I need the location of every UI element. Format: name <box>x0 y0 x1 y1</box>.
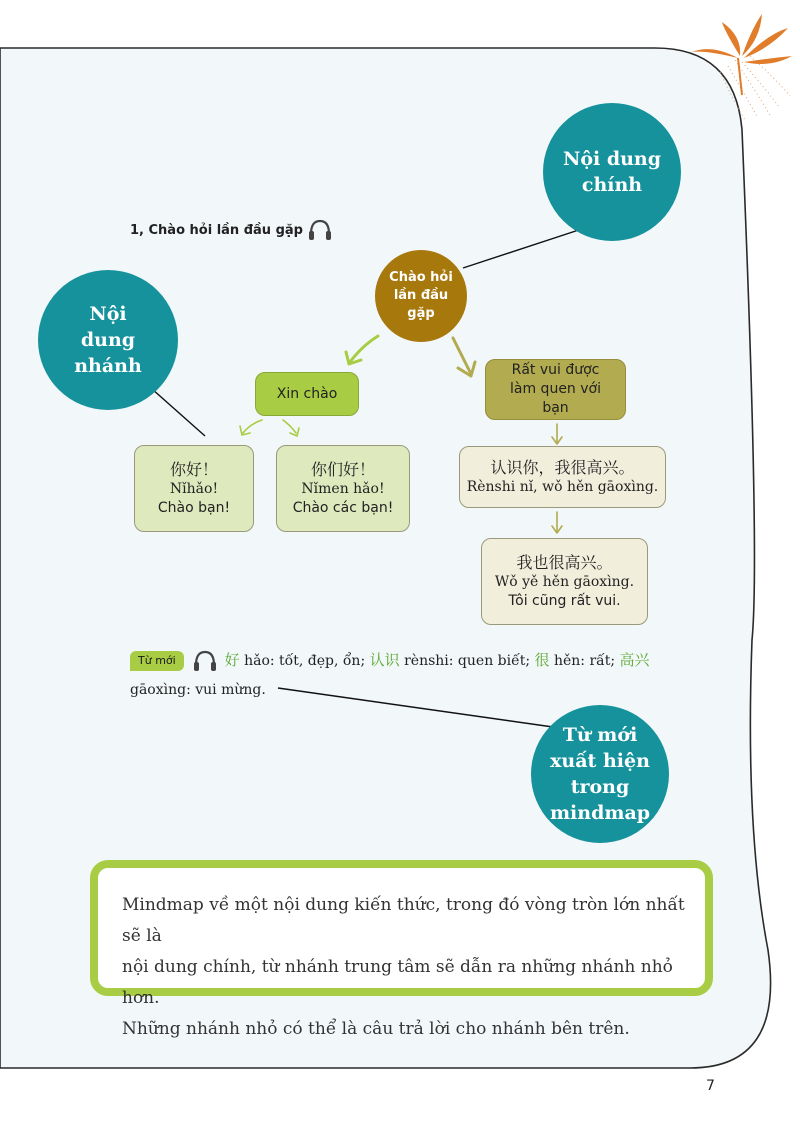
vocab-text-1: rènshi: quen biết; <box>399 653 535 669</box>
woye-hanzi: 我也很高兴。 <box>516 552 613 572</box>
branch-content-label: Nội dung nhánh <box>38 270 178 410</box>
mindmap-center-node: Chào hỏi lần đầu gặp <box>375 250 467 342</box>
section-heading-text: 1, Chào hỏi lần đầu gặp <box>130 222 303 238</box>
page-number: 7 <box>706 1078 715 1094</box>
vocab-tag: Từ mới <box>130 651 184 671</box>
note-text <box>122 890 702 1045</box>
vocab-hanzi-1: 认识 <box>369 651 400 669</box>
new-words-label: Từ mới xuất hiện trong mindmap <box>531 705 669 843</box>
main-content-label: Nội dung chính <box>543 103 681 241</box>
note-line-1: Mindmap về một nội dung kiến thức, trong đó vòng tròn lớn nhất sẽ là <box>122 895 685 946</box>
woye-meaning: Tôi cũng rất vui. <box>508 593 621 610</box>
note-box <box>90 860 713 1039</box>
vocab-hanzi-2: 很 <box>534 651 550 669</box>
renshi-pinyin: Rènshi nǐ, wǒ hěn gāoxìng. <box>466 479 659 496</box>
note-line-3: Những nhánh nhỏ có thể là câu trả lời cho nhánh bên trên. <box>122 1019 630 1039</box>
box-renshi <box>459 446 666 508</box>
nimen-hanzi: 你们好！ <box>310 459 375 479</box>
nimen-pinyin: Nǐmen hǎo! <box>301 481 385 498</box>
box-nimen <box>276 445 410 532</box>
vocab-line2: gāoxìng: vui mừng. <box>130 682 266 698</box>
vocab-headphones-icon[interactable] <box>192 649 218 673</box>
vocab-section <box>130 646 690 705</box>
vocab-hanzi-0: 好 <box>224 651 240 669</box>
vocab-text-0: hǎo: tốt, đẹp, ổn; <box>239 653 370 669</box>
box-woye <box>481 538 648 625</box>
box-nihao <box>134 445 254 532</box>
nimen-meaning: Chào các bạn! <box>292 500 394 517</box>
renshi-hanzi: 认识你，我很高兴。 <box>490 457 635 477</box>
branch-rat-vui: Rất vui được làm quen với bạn <box>485 359 626 420</box>
note-line-2: nội dung chính, từ nhánh trung tâm sẽ dẫn ra những nhánh nhỏ hơn. <box>122 957 673 1008</box>
headphones-icon[interactable] <box>307 218 333 242</box>
vocab-text-2: hěn: rất; <box>549 653 620 669</box>
section-heading <box>130 218 333 242</box>
branch-xin-chao: Xin chào <box>255 372 359 416</box>
nihao-pinyin: Nǐhǎo! <box>169 481 219 498</box>
woye-pinyin: Wǒ yě hěn gāoxìng. <box>494 574 635 591</box>
nihao-meaning: Chào bạn! <box>157 500 231 517</box>
nihao-hanzi: 你好！ <box>169 459 218 479</box>
vocab-hanzi-3: 高兴 <box>619 651 650 669</box>
